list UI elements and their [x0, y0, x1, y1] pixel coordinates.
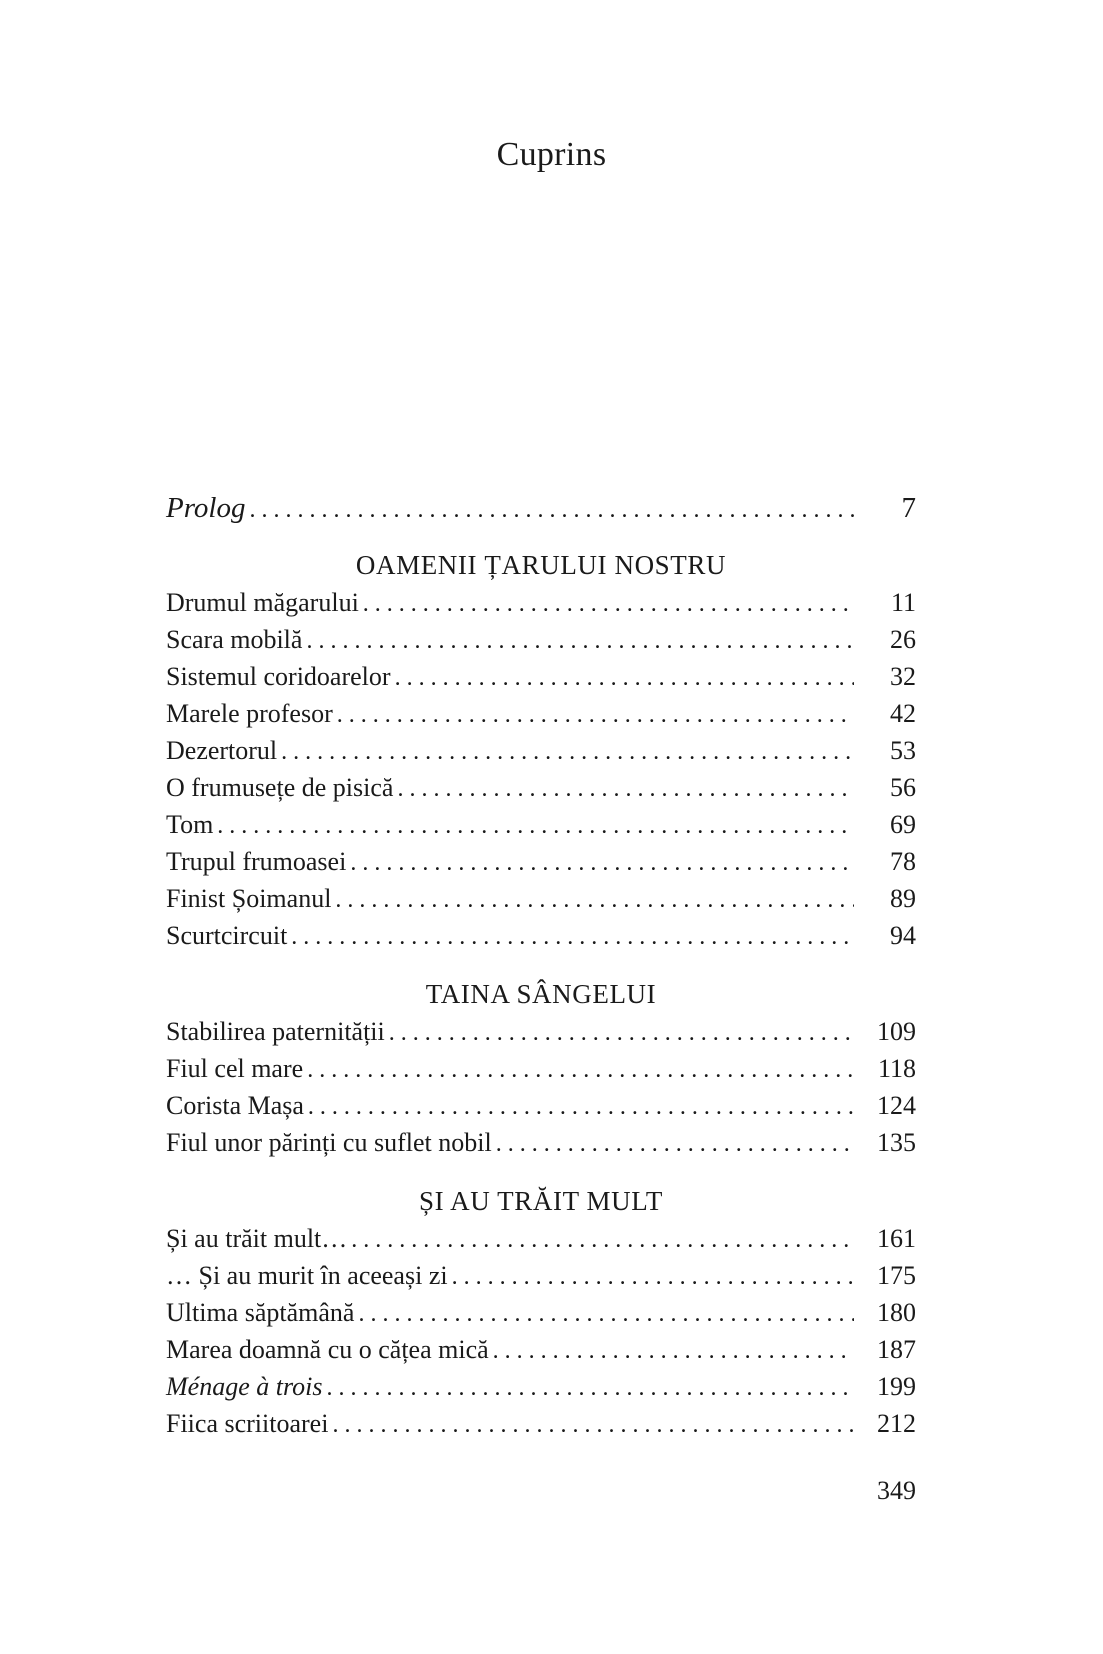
toc-entry-title: Și au trăit mult…: [166, 1224, 348, 1253]
toc-entry-title: Scurtcircuit: [166, 921, 288, 950]
dot-leader: [452, 1259, 854, 1296]
toc-entry[interactable]: [166, 843, 916, 880]
toc-entry-page: 199: [877, 1372, 916, 1401]
toc-entry-page: 11: [890, 588, 916, 617]
toc-entry-title: Fiica scriitoarei: [166, 1409, 329, 1438]
toc-entry[interactable]: [166, 1257, 916, 1294]
toc-entry[interactable]: [166, 584, 916, 621]
toc-entry-title: Ménage à trois: [166, 1372, 323, 1401]
toc-entry-page: 187: [877, 1335, 916, 1364]
toc-entry-title: O frumusețe de pisică: [166, 773, 394, 802]
toc-entry[interactable]: [166, 880, 916, 917]
table-of-contents: [166, 487, 916, 1442]
toc-entry[interactable]: [166, 1405, 916, 1442]
dot-leader: [332, 1407, 854, 1444]
dot-leader: [249, 489, 854, 531]
dot-leader: [395, 660, 854, 697]
dot-leader: [496, 1126, 854, 1163]
toc-entry-page: 180: [877, 1298, 916, 1327]
dot-leader: [389, 1015, 854, 1052]
toc-entry-title: Fiul unor părinți cu suflet nobil: [166, 1128, 492, 1157]
toc-entry-title: Prolog: [166, 492, 246, 524]
toc-entry-title: Trupul frumoasei: [166, 847, 347, 876]
toc-entry-page: 161: [877, 1224, 916, 1253]
toc-entry-page: 135: [877, 1128, 916, 1157]
toc-entry-page: 212: [877, 1409, 916, 1438]
dot-leader: [281, 734, 854, 771]
toc-entry-page: 175: [877, 1261, 916, 1290]
toc-entry-page: 69: [890, 810, 916, 839]
toc-entry[interactable]: [166, 1013, 916, 1050]
toc-entry-page: 7: [901, 492, 916, 524]
toc-entry[interactable]: [166, 658, 916, 695]
dot-leader: [217, 808, 854, 845]
toc-entry-page: 42: [890, 699, 916, 728]
dot-leader: [308, 1089, 854, 1126]
dot-leader: [350, 845, 854, 882]
toc-entry-prolog[interactable]: [166, 487, 916, 529]
toc-entry-title: Ultima săptămână: [166, 1298, 355, 1327]
dot-leader: [337, 697, 854, 734]
toc-entry-title: Drumul măgarului: [166, 588, 359, 617]
toc-entry-title: Tom: [166, 810, 214, 839]
page-title: Cuprins: [496, 136, 607, 173]
toc-entry-title: Finist Șoimanul: [166, 884, 332, 913]
toc-entry-title: … Și au murit în aceeași zi: [166, 1261, 448, 1290]
toc-entry-page: 53: [890, 736, 916, 765]
dot-leader: [397, 771, 854, 808]
toc-entry[interactable]: [166, 806, 916, 843]
toc-entry-page: 118: [877, 1054, 916, 1083]
toc-entry-title: Stabilirea paternității: [166, 1017, 385, 1046]
toc-entry-title: Corista Mașa: [166, 1091, 304, 1120]
toc-entry[interactable]: [166, 917, 916, 954]
toc-entry[interactable]: [166, 621, 916, 658]
dot-leader: [306, 623, 854, 660]
dot-leader: [358, 1296, 854, 1333]
toc-entry[interactable]: [166, 1331, 916, 1368]
toc-entry-title: Fiul cel mare: [166, 1054, 304, 1083]
page-number: 349: [877, 1476, 916, 1505]
dot-leader: [335, 882, 854, 919]
toc-entry[interactable]: [166, 732, 916, 769]
toc-entry-title: Sistemul coridoarelor: [166, 662, 391, 691]
dot-leader: [307, 1052, 854, 1089]
toc-entry[interactable]: [166, 1368, 916, 1405]
toc-entry-page: 32: [890, 662, 916, 691]
toc-entry[interactable]: [166, 1124, 916, 1161]
section-heading: TAINA SÂNGELUI: [425, 979, 657, 1009]
toc-entry-page: 56: [890, 773, 916, 802]
toc-entry-page: 89: [890, 884, 916, 913]
toc-entry[interactable]: [166, 1220, 916, 1257]
toc-entry-page: 124: [877, 1091, 916, 1120]
section-heading: OAMENII ȚARULUI NOSTRU: [355, 550, 727, 580]
toc-entry[interactable]: [166, 1050, 916, 1087]
toc-entry-title: Marea doamnă cu o cățea mică: [166, 1335, 489, 1364]
toc-entry-page: 26: [890, 625, 916, 654]
toc-entry-page: 109: [877, 1017, 916, 1046]
toc-entry-page: 78: [890, 847, 916, 876]
section-heading: ȘI AU TRĂIT MULT: [419, 1186, 663, 1216]
dot-leader: [326, 1370, 854, 1407]
toc-entry-title: Marele profesor: [166, 699, 333, 728]
toc-entry[interactable]: [166, 695, 916, 732]
toc-entry-title: Dezertorul: [166, 736, 278, 765]
toc-entry-title: Scara mobilă: [166, 625, 303, 654]
dot-leader: [363, 586, 854, 623]
dot-leader: [291, 919, 854, 956]
toc-entry[interactable]: [166, 1087, 916, 1124]
dot-leader: [493, 1333, 854, 1370]
toc-entry[interactable]: [166, 769, 916, 806]
toc-entry[interactable]: [166, 1294, 916, 1331]
dot-leader: [351, 1222, 854, 1259]
toc-entry-page: 94: [890, 921, 916, 950]
